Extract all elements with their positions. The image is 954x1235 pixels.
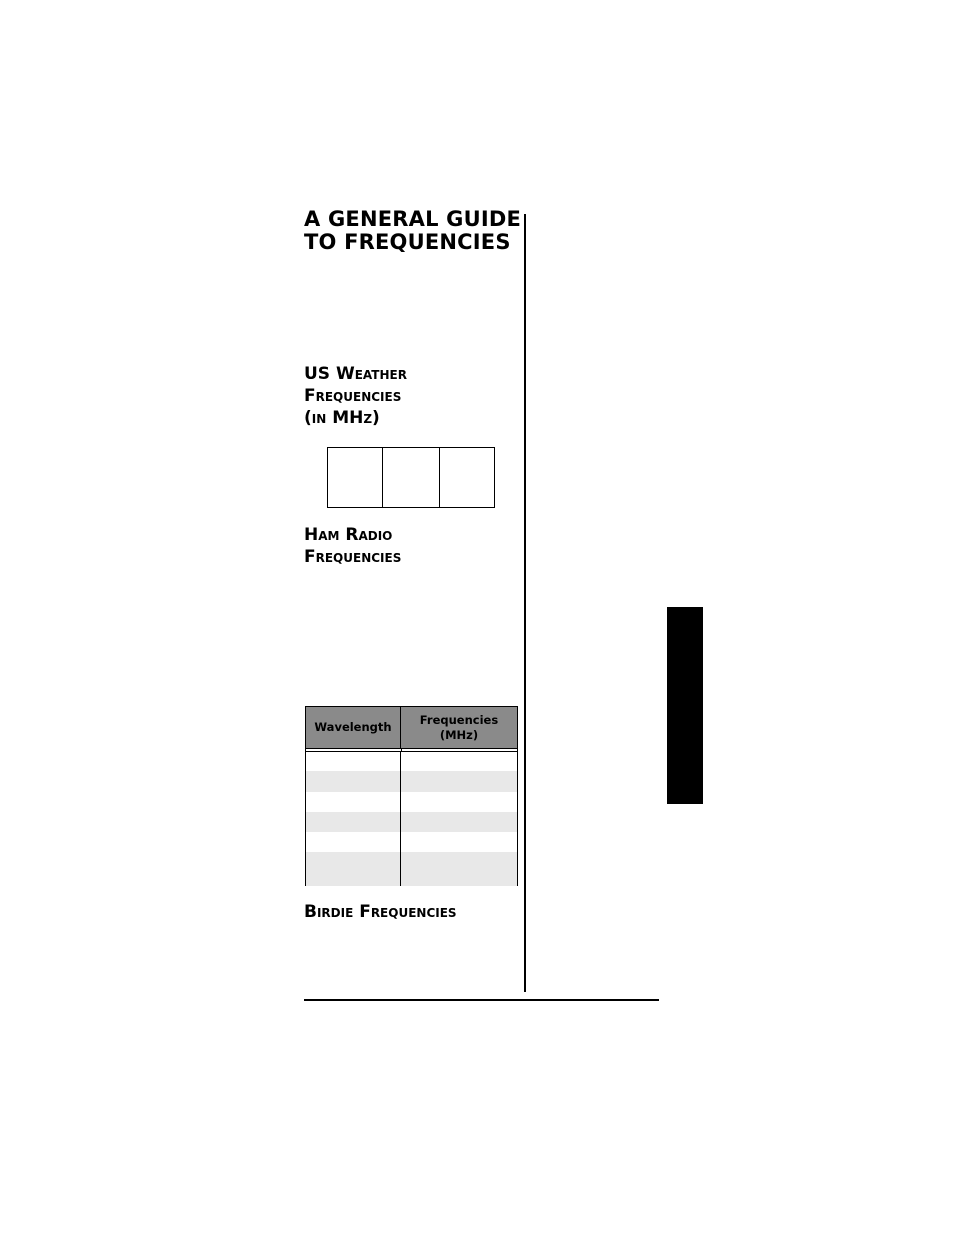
weather-title-line-1: US Weather: [304, 364, 407, 384]
ham-frequency-table: [305, 706, 518, 886]
footer-rule: [304, 999, 659, 1001]
page-title-line-1: A GENERAL GUIDE: [304, 207, 522, 231]
ham-section-title: [304, 524, 524, 568]
weather-title-line-3: (in MHz): [304, 408, 380, 428]
weather-section-title: [304, 363, 524, 429]
column-divider: [524, 214, 526, 992]
ham-table-header: [306, 707, 517, 749]
weather-table-cell: [328, 448, 382, 507]
page-title: [304, 208, 534, 254]
ham-title-line-1: Ham Radio: [304, 525, 393, 545]
table-row: [306, 852, 517, 886]
table-row: [306, 832, 517, 852]
chapter-thumb-tab: [667, 607, 703, 804]
page-title-line-2: TO FREQUENCIES: [304, 230, 511, 254]
weather-frequency-table: [327, 447, 495, 508]
birdie-section-title: [304, 901, 544, 923]
weather-table-cell: [382, 448, 439, 507]
wavelength-column-header: Wavelength: [306, 707, 401, 748]
table-row: [306, 812, 517, 832]
frequencies-column-header: Frequencies (MHz): [419, 712, 499, 742]
birdie-title-line-1: Birdie Frequencies: [304, 902, 457, 922]
table-row: [306, 792, 517, 812]
table-row: [306, 752, 517, 771]
table-row: [306, 771, 517, 792]
ham-title-line-2: Frequencies: [304, 547, 402, 567]
weather-title-line-2: Frequencies: [304, 386, 402, 406]
weather-table-cell: [439, 448, 494, 507]
